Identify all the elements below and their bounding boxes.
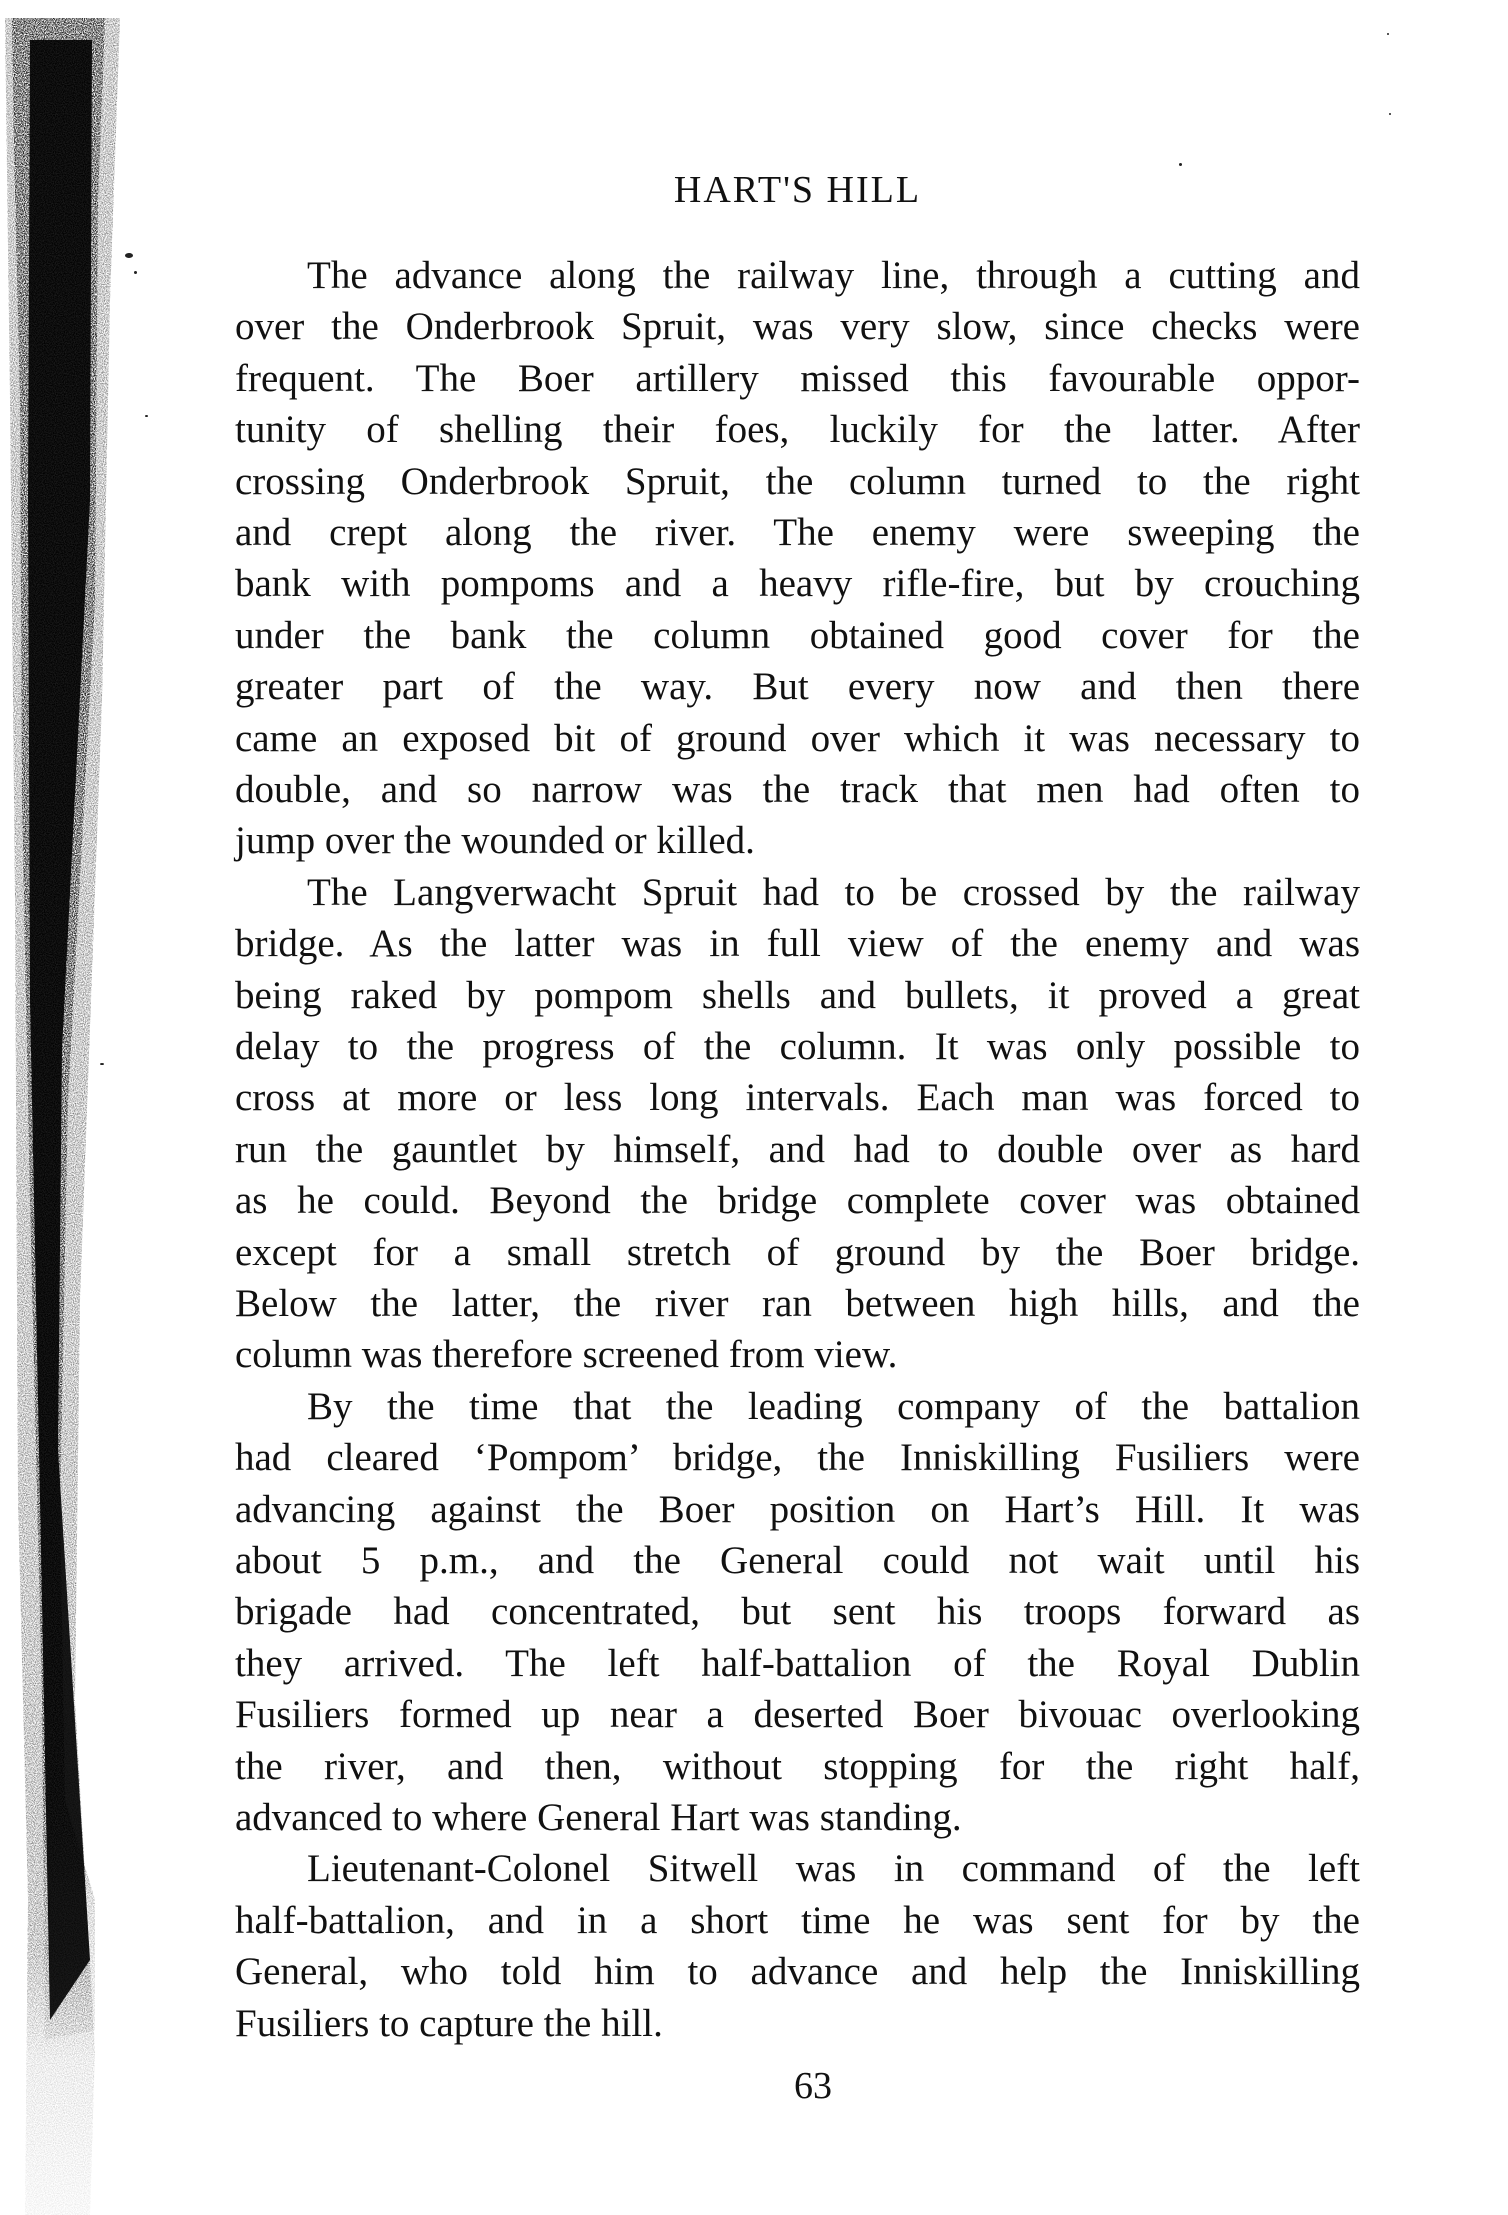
text-line: Lieutenant-Colonel Sitwell was in command of the left — [307, 1847, 1360, 1890]
text-line: brigade had concentrated, but sent his troops forward as — [235, 1590, 1360, 1633]
text-line: bank with pompoms and a heavy rifle-fire, but by crouching — [235, 562, 1360, 605]
text-line: run the gauntlet by himself, and had to double over as hard — [235, 1128, 1360, 1171]
scan-speck — [1179, 163, 1182, 166]
text-line: crossing Onderbrook Spruit, the column turned to the right — [235, 460, 1360, 503]
text-line: frequent. The Boer artillery missed this favourable oppor- — [235, 357, 1360, 400]
text-line: being raked by pompom shells and bullets, it proved a great — [235, 974, 1360, 1017]
text-line: came an exposed bit of ground over which it was necessary to — [235, 717, 1360, 760]
text-line: column was therefore screened from view. — [235, 1333, 898, 1376]
text-line: The Langverwacht Spruit had to be crossed by the railway — [307, 871, 1360, 914]
text-line: Below the latter, the river ran between high hills, and the — [235, 1282, 1360, 1325]
page-number: 63 — [794, 2065, 832, 2107]
text-line: By the time that the leading company of the battalion — [307, 1385, 1360, 1428]
scan-speck — [145, 415, 148, 417]
text-line: under the bank the column obtained good cover for the — [235, 614, 1360, 657]
text-line: bridge. As the latter was in full view of the enemy and was — [235, 922, 1360, 965]
text-line: General, who told him to advance and help the Inniskilling — [235, 1950, 1360, 1993]
text-line: as he could. Beyond the bridge complete cover was obtained — [235, 1179, 1360, 1222]
text-line: they arrived. The left half-battalion of the Royal Dublin — [235, 1642, 1360, 1685]
text-line: greater part of the way. But every now and then there — [235, 665, 1360, 708]
text-line: Fusiliers formed up near a deserted Boer bivouac overlooking — [235, 1693, 1360, 1736]
running-head: HART'S HILL — [673, 169, 922, 211]
text-line: Fusiliers to capture the hill. — [235, 2002, 663, 2045]
text-line: the river, and then, without stopping for the right half, — [235, 1745, 1360, 1788]
text-line: except for a small stretch of ground by the Boer bridge. — [235, 1231, 1360, 1274]
binding-shadow — [0, 0, 170, 2215]
text-line: and crept along the river. The enemy were sweeping the — [235, 511, 1360, 554]
scan-speck — [134, 271, 137, 274]
text-line: about 5 p.m., and the General could not wait until his — [235, 1539, 1360, 1582]
text-line: half-battalion, and in a short time he was sent for by the — [235, 1899, 1360, 1942]
scan-speck — [1389, 113, 1391, 115]
text-line: double, and so narrow was the track that men had often to — [235, 768, 1360, 811]
scan-speck — [100, 1063, 104, 1065]
text-line: advancing against the Boer position on Hart’s Hill. It was — [235, 1488, 1360, 1531]
scan-speck — [1387, 33, 1389, 35]
scan-speck — [125, 253, 133, 258]
text-line: jump over the wounded or killed. — [235, 819, 755, 862]
text-line: The advance along the railway line, through a cutting and — [307, 254, 1360, 297]
text-line: cross at more or less long intervals. Each man was forced to — [235, 1076, 1360, 1119]
text-line: delay to the progress of the column. It was only possible to — [235, 1025, 1360, 1068]
text-line: had cleared ‘Pompom’ bridge, the Inniskilling Fusiliers were — [235, 1436, 1360, 1479]
text-line: over the Onderbrook Spruit, was very slow, since checks were — [235, 305, 1360, 348]
text-line: advanced to where General Hart was standing. — [235, 1796, 962, 1839]
text-line: tunity of shelling their foes, luckily for the latter. After — [235, 408, 1360, 451]
